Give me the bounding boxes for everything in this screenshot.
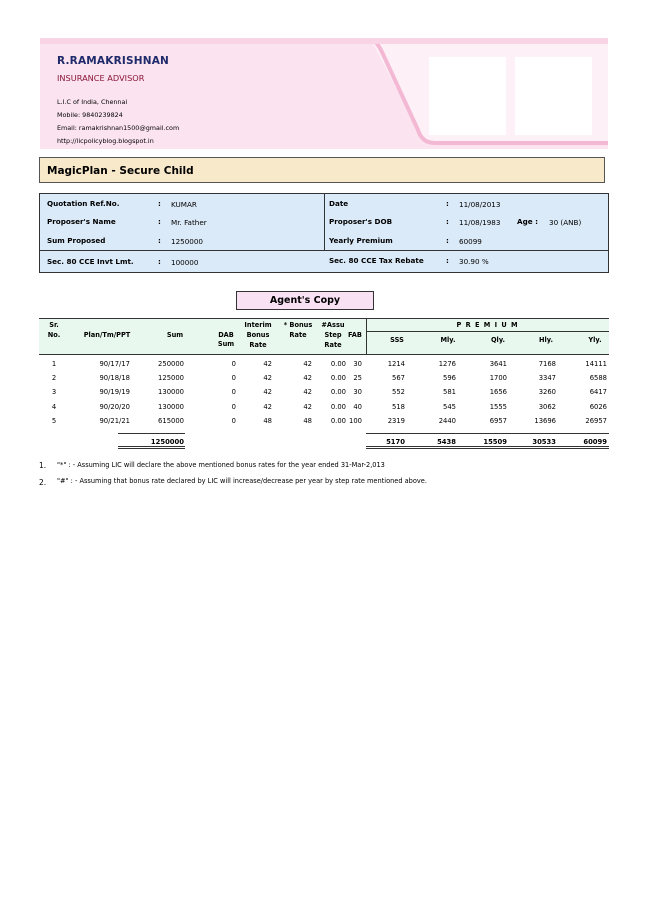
cell-fab: 30 [353,388,362,397]
cell-plan: 90/19/19 [99,388,130,397]
cell-sum: 130000 [158,388,184,397]
th-sr: Sr. [49,321,59,329]
cell-plan: 90/21/21 [99,416,130,425]
cell-hly: 3347 [538,374,556,383]
cell-mly: 596 [443,374,456,383]
colon: : [158,199,161,208]
th-bonus-2: Rate [289,331,307,339]
note-1-text: "*" : - Assuming LIC will declare the above mentioned bonus rates for the year ended 31-Mar-2,013 [57,461,385,469]
colon: : [158,236,161,245]
cell-interim-rate: 48 [263,416,272,425]
cell-mly: 2440 [438,416,456,425]
th-hly: Hly. [539,336,553,344]
quote-ref-value: KUMAR [171,200,197,209]
cell-dab: 0 [231,402,236,411]
email-line: Email: ramakrishnan1500@gmail.com [57,124,180,132]
cell-sss: 518 [392,402,405,411]
date-label: Date [329,199,349,208]
cell-interim-rate: 42 [263,374,272,383]
cell-step-rate: 0.00 [330,374,346,383]
cell-bonus-rate: 42 [303,360,312,368]
th-dab-1: DAB [218,331,234,339]
cell-bonus-rate: 42 [303,388,312,397]
proposal-details [39,193,609,273]
th-assu-1: #Assu [321,321,345,329]
th-premium: P R E M I U M [456,321,519,329]
cell-step-rate: 0.00 [330,360,346,368]
colon: : [446,256,449,265]
header-top-rule [39,318,609,319]
cell-sss: 567 [392,374,405,383]
colon: : [158,217,161,226]
th-mly: Mly. [440,336,456,344]
sum-proposed-value: 1250000 [171,237,204,246]
th-interim-2: Bonus [246,331,270,339]
cell-sss: 552 [392,388,405,397]
th-interim-1: Interim [244,321,272,329]
th-interim-3: Rate [249,341,267,349]
cell-step-rate: 0.00 [330,388,346,397]
yearly-premium-label: Yearly Premium [329,236,393,245]
cell-fab: 100 [349,416,362,425]
total-hly: 30533 [532,438,556,446]
agent-copy-label: Agent's Copy [236,291,374,310]
cell-sr: 1 [51,360,57,368]
age-label: Age : [517,217,538,226]
total-yly: 60099 [583,438,607,446]
cell-sr: 4 [51,402,57,411]
plan-title: MagicPlan - Secure Child [39,157,605,183]
website-link[interactable]: http://licpolicyblog.blogspot.in [57,137,154,145]
proposal-v-divider [324,194,325,251]
colon: : [446,236,449,245]
sec80-invt-value: 100000 [171,258,199,267]
cell-step-rate: 0.00 [330,416,346,425]
yearly-premium-value: 60099 [459,237,482,246]
cell-qly: 6957 [489,416,507,425]
proposal-h-divider [40,250,608,251]
cell-yly: 6588 [589,374,607,383]
sec80-rebate-label: Sec. 80 CCE Tax Rebate [329,256,424,265]
cell-fab: 30 [353,360,362,368]
th-fab: FAB [348,331,362,339]
cell-sr: 3 [51,388,57,397]
cell-bonus-rate: 48 [303,416,312,425]
th-assu-3: Rate [324,341,342,349]
cell-sum: 125000 [158,374,184,383]
total-rule [366,448,609,449]
cell-hly: 3260 [538,388,556,397]
th-dab-2: Sum [217,340,235,348]
th-yly: Yly. [588,336,602,344]
note-1-number: 1. [39,461,47,470]
proposer-dob-value: 11/08/1983 [459,218,501,227]
cell-sum: 250000 [158,360,184,368]
note-2-text: "#" : - Assuming that bonus rate declared by LIC will increase/decrease per year by step rate mentioned above. [57,477,427,485]
total-rule [366,446,609,447]
premium-sub-rule [366,331,609,332]
cell-dab: 0 [231,374,236,383]
cell-yly: 26957 [585,416,607,425]
note-2-number: 2. [39,478,47,487]
cell-sr: 5 [51,416,57,425]
cell-yly: 6026 [589,402,607,411]
total-rule [118,433,185,434]
cell-sr: 2 [51,374,57,383]
cell-dab: 0 [231,360,236,368]
th-sum: Sum [166,331,184,339]
sec80-rebate-value: 30.90 % [459,257,489,266]
cell-interim-rate: 42 [263,388,272,397]
cell-mly: 1276 [438,360,456,368]
cell-sum: 130000 [158,402,184,411]
total-rule [366,433,609,434]
mobile-line: Mobile: 9840239824 [57,111,123,119]
quote-ref-label: Quotation Ref.No. [47,199,120,208]
header-photo-box-1 [429,57,506,135]
cell-yly: 6417 [589,388,607,397]
th-plan: Plan/Tm/PPT [83,331,131,339]
colon: : [446,199,449,208]
cell-plan: 90/17/17 [99,360,130,368]
cell-yly: 14111 [585,360,607,368]
cell-mly: 581 [443,388,456,397]
total-rule [118,446,185,447]
age-value: 30 (ANB) [549,218,582,227]
cell-fab: 25 [353,374,362,383]
cell-dab: 0 [231,416,236,425]
sec80-invt-label: Sec. 80 CCE Invt Lmt. [47,257,134,266]
cell-sss: 2319 [387,416,405,425]
cell-qly: 1555 [489,402,507,411]
cell-interim-rate: 42 [263,402,272,411]
cell-fab: 40 [353,402,362,411]
cell-hly: 13696 [534,416,556,425]
cell-hly: 7168 [538,360,556,368]
cell-mly: 545 [443,402,456,411]
sum-proposed-label: Sum Proposed [47,236,106,245]
cell-sss: 1214 [387,360,405,368]
cell-bonus-rate: 42 [303,402,312,411]
cell-qly: 1700 [489,374,507,383]
cell-dab: 0 [231,388,236,397]
colon: : [446,217,449,226]
total-sum: 1250000 [150,438,184,446]
th-qly: Qly. [490,336,506,344]
cell-sum: 615000 [158,416,184,425]
th-bonus-1: * Bonus [283,321,313,329]
proposer-name-value: Mr. Father [171,218,207,227]
cell-step-rate: 0.00 [330,402,346,411]
proposer-dob-label: Proposer's DOB [329,217,393,226]
th-no: No. [47,331,61,339]
total-sss: 5170 [386,438,405,446]
header-bottom-rule [39,354,609,355]
cell-hly: 3062 [538,402,556,411]
colon: : [158,257,161,266]
header-photo-box-2 [515,57,592,135]
cell-plan: 90/18/18 [99,374,130,383]
company-line: L.I.C of India, Chennai [57,98,128,106]
total-rule [118,448,185,449]
th-assu-2: Step [324,331,342,339]
advisor-role: INSURANCE ADVISOR [57,73,145,83]
date-value: 11/08/2013 [459,200,501,209]
cell-qly: 3641 [489,360,507,368]
total-mly: 5438 [437,438,456,446]
total-qly: 15509 [483,438,507,446]
cell-plan: 90/20/20 [99,402,130,411]
cell-interim-rate: 42 [263,360,272,368]
advisor-name: R.RAMAKRISHNAN [57,55,170,67]
cell-bonus-rate: 42 [303,374,312,383]
cell-qly: 1656 [489,388,507,397]
th-sss: SSS [390,336,404,344]
proposer-name-label: Proposer's Name [47,217,116,226]
